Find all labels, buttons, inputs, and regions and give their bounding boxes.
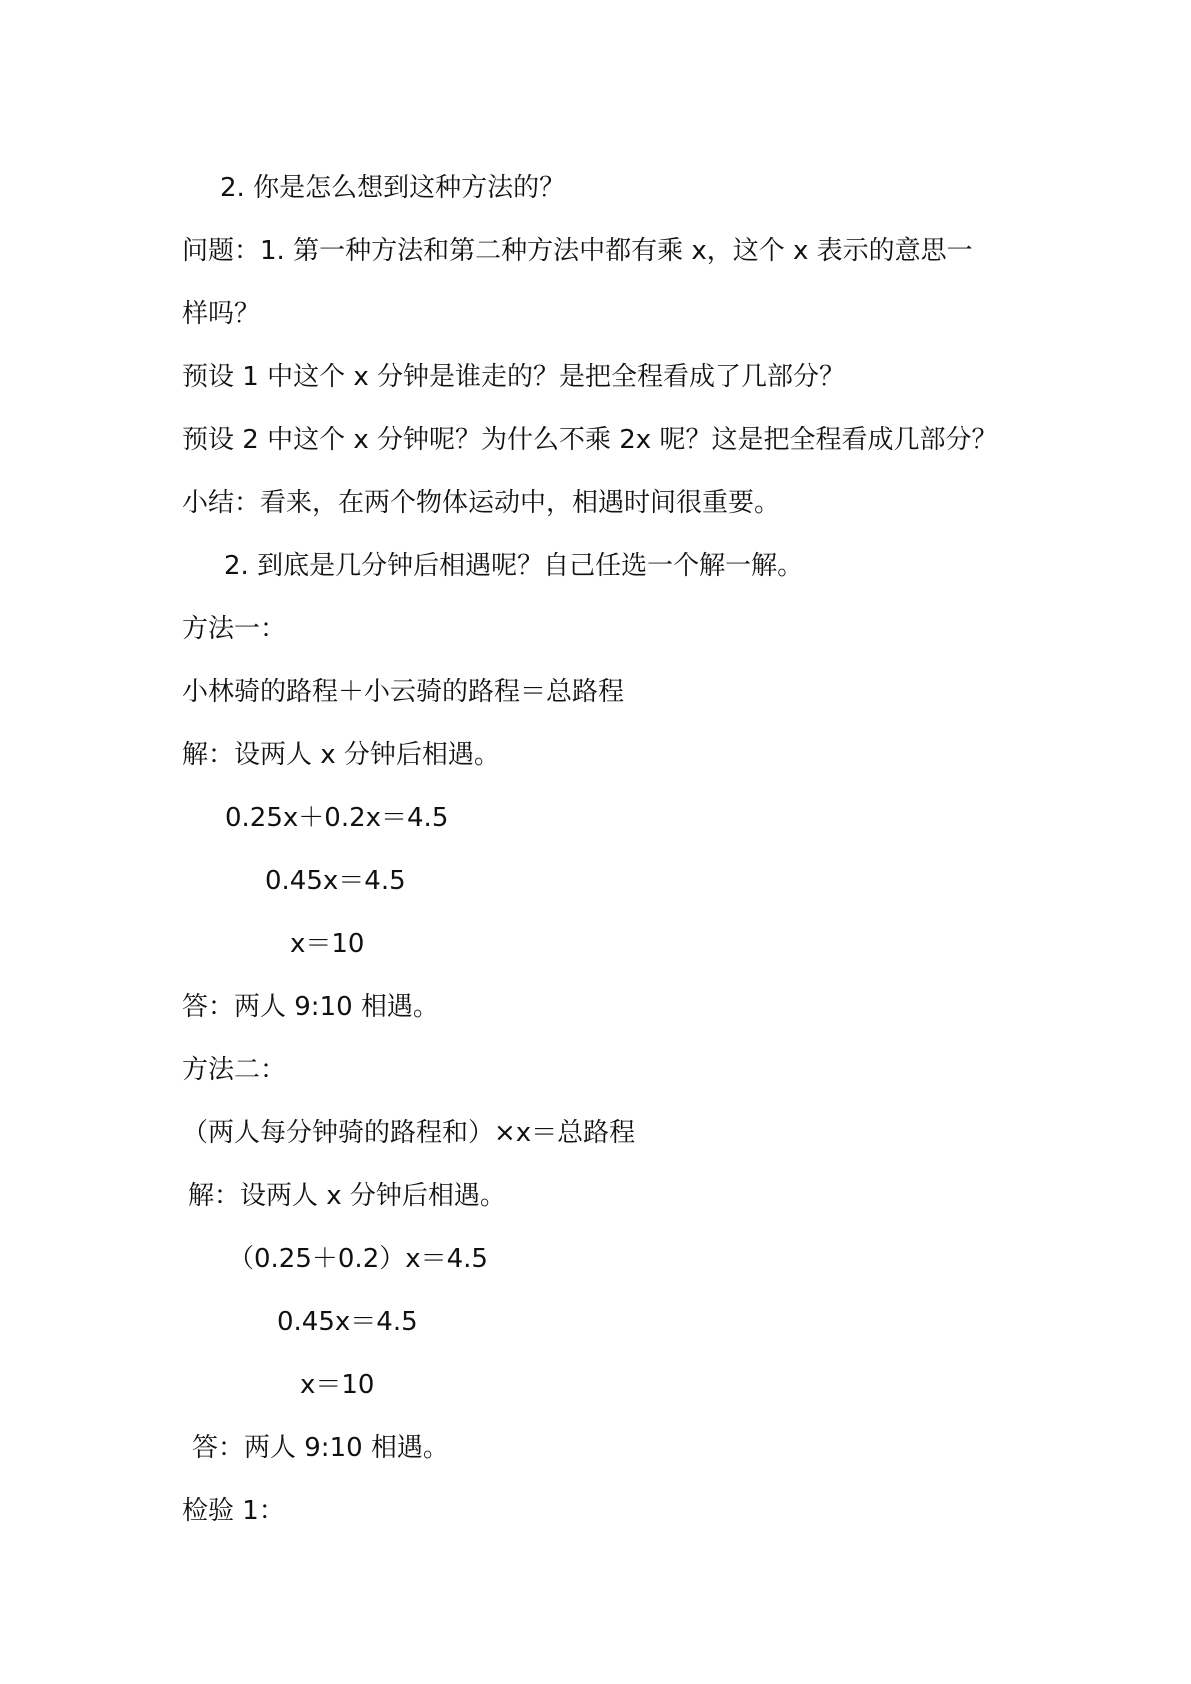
text-line: 2. 到底是几分钟后相遇呢？自己任选一个解一解。 [224, 551, 804, 581]
text-line: 小结：看来，在两个物体运动中，相遇时间很重要。 [182, 488, 781, 518]
equation-line: 0.25x＋0.2x＝4.5 [225, 803, 449, 833]
equation-line: 0.45x＝4.5 [265, 866, 406, 896]
text-line: 检验 1： [182, 1496, 285, 1526]
text-line: 小林骑的路程＋小云骑的路程＝总路程 [182, 677, 625, 707]
text-line: 预设 2 中这个 x 分钟呢？为什么不乘 2x 呢？这是把全程看成几部分？ [182, 425, 998, 455]
text-line: 解：设两人 x 分钟后相遇。 [188, 1181, 506, 1211]
text-line: 问题：1. 第一种方法和第二种方法中都有乘 x，这个 x 表示的意思一 [182, 236, 973, 266]
text-line: 解：设两人 x 分钟后相遇。 [182, 740, 500, 770]
equation-line: x＝10 [300, 1370, 375, 1400]
equation-line: x＝10 [290, 929, 365, 959]
equation-line: （0.25＋0.2）x＝4.5 [228, 1244, 488, 1274]
text-line: 答：两人 9:10 相遇。 [182, 992, 439, 1022]
text-line: 答：两人 9:10 相遇。 [192, 1433, 449, 1463]
text-line: 2. 你是怎么想到这种方法的？ [220, 173, 566, 203]
text-line: 样吗？ [182, 299, 261, 329]
text-line: 预设 1 中这个 x 分钟是谁走的？是把全程看成了几部分？ [182, 362, 845, 392]
equation-line: 0.45x＝4.5 [277, 1307, 418, 1337]
text-line: 方法一： [182, 614, 287, 644]
text-line: （两人每分钟骑的路程和）×x＝总路程 [182, 1118, 636, 1148]
text-line: 方法二： [182, 1055, 287, 1085]
